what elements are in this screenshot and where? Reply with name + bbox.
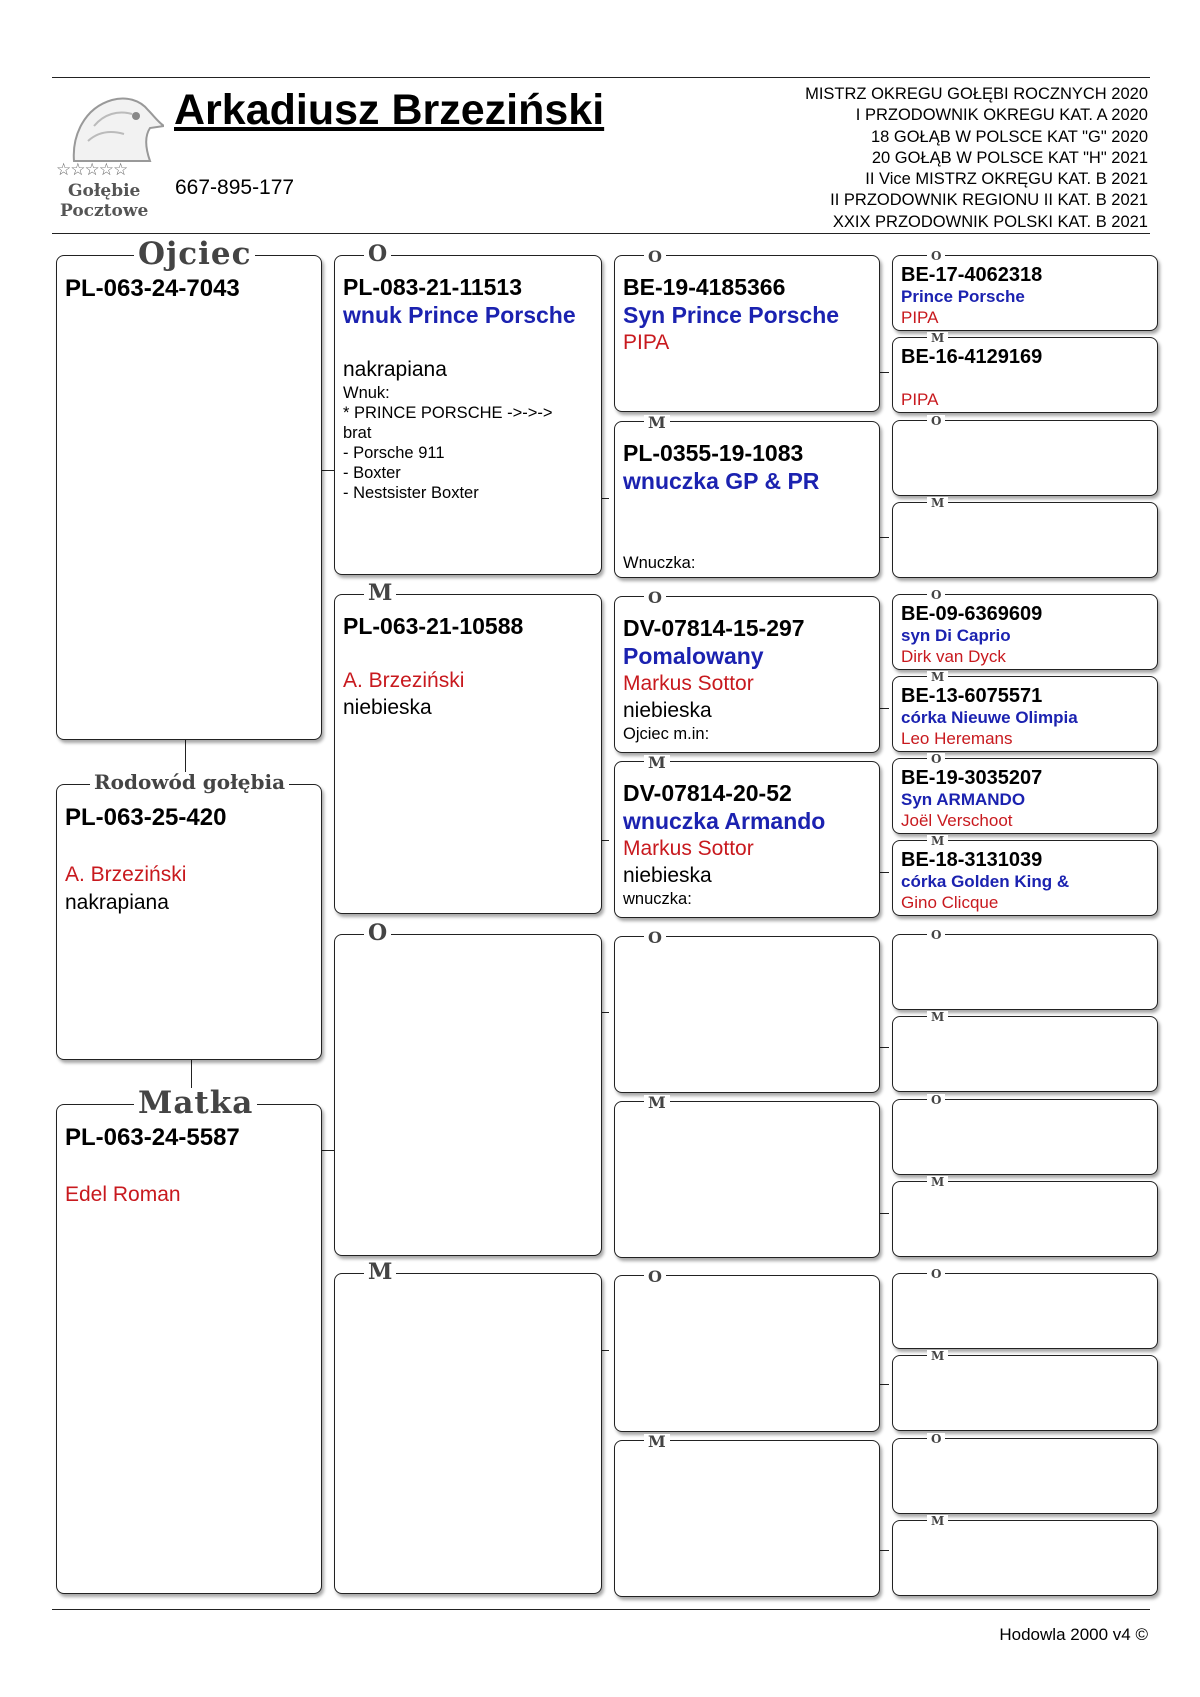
color: niebieska — [623, 699, 712, 722]
top-rule — [52, 77, 1150, 78]
breeder: A. Brzeziński — [65, 863, 187, 886]
dam-label: M — [644, 1434, 670, 1450]
gen4-card[interactable] — [892, 1273, 1158, 1349]
ring-number: DV-07814-20-52 — [623, 780, 792, 806]
note-line: brat — [343, 424, 372, 442]
logo-stars: ☆☆☆☆☆ — [56, 160, 128, 180]
sire-label: O — [644, 590, 666, 606]
dam-label: M — [644, 415, 670, 431]
pigeon-name: Syn Prince Porsche — [623, 302, 840, 328]
achievements-list — [805, 84, 1148, 233]
achievement: XXIX PRZODOWNIK POLSKI KAT. B 2021 — [832, 212, 1148, 231]
ring-number: PL-063-24-7043 — [65, 275, 240, 302]
gen4-card[interactable] — [892, 1438, 1158, 1514]
achievement: II PRZODOWNIK REGIONU II KAT. B 2021 — [830, 191, 1148, 210]
gen4-card[interactable] — [892, 502, 1158, 578]
ring-number: PL-063-21-10588 — [343, 613, 524, 639]
sire-label: O — [927, 1268, 945, 1280]
connector — [601, 840, 609, 841]
connector — [879, 372, 889, 373]
color: nakrapiana — [65, 891, 169, 914]
sire-label: O — [644, 249, 666, 265]
mother-card[interactable] — [56, 1104, 322, 1594]
pigeon-name: Pomalowany — [623, 643, 764, 669]
gen4-card[interactable] — [892, 840, 1158, 916]
logo-text-line1: Gołębie — [68, 181, 141, 201]
connector — [879, 708, 889, 709]
gen4-card[interactable] — [892, 934, 1158, 1010]
connector — [879, 872, 889, 873]
connector — [601, 498, 609, 499]
pigeon-name: wnuczka Armando — [623, 808, 826, 834]
color: niebieska — [623, 864, 712, 887]
breeder: Edel Roman — [65, 1183, 181, 1206]
breeder: Dirk van Dyck — [901, 647, 1006, 666]
ff-card[interactable] — [334, 255, 602, 575]
dam-label: M — [364, 1261, 396, 1283]
gen4-card[interactable] — [892, 1355, 1158, 1431]
ring-number: PL-063-24-5587 — [65, 1124, 240, 1151]
sire-label: O — [364, 243, 391, 265]
breeder: Gino Clicque — [901, 893, 999, 912]
ring-number: DV-07814-15-297 — [623, 615, 805, 641]
dam-label: M — [927, 1176, 948, 1188]
sire-label: O — [927, 1094, 945, 1106]
note-line: - Porsche 911 — [343, 444, 445, 462]
achievement: II Vice MISTRZ OKRĘGU KAT. B 2021 — [865, 170, 1148, 189]
pedigree-label: Rodowód gołębia — [90, 772, 289, 792]
sire-label: O — [927, 250, 945, 262]
ring-number: BE-19-4185366 — [623, 274, 786, 300]
gen4-card[interactable] — [892, 758, 1158, 834]
breeder: Markus Sottor — [623, 672, 754, 695]
mff-card[interactable] — [614, 936, 880, 1093]
breeder: Markus Sottor — [623, 837, 754, 860]
note-line: Ojciec m.in: — [623, 725, 710, 743]
pigeon-name: wnuczka GP & PR — [623, 468, 820, 494]
breeder: PIPA — [623, 331, 670, 354]
gen4-card[interactable] — [892, 1016, 1158, 1092]
connector — [879, 1213, 889, 1214]
mother-label: Matka — [134, 1088, 257, 1119]
mf-card[interactable] — [334, 934, 602, 1256]
pigeon-name: Prince Porsche — [901, 287, 1025, 306]
owner-name: Arkadiusz Brzeziński — [174, 86, 605, 134]
pigeon-name: wnuk Prince Porsche — [343, 302, 576, 328]
gen4-card[interactable] — [892, 1520, 1158, 1596]
ring-number: PL-083-21-11513 — [343, 274, 523, 300]
breeder: Leo Heremans — [901, 729, 1013, 748]
breeder: PIPA — [901, 390, 939, 409]
sire-label: O — [644, 930, 666, 946]
dam-label: M — [927, 671, 948, 683]
dam-label: M — [927, 332, 948, 344]
achievement: I PRZODOWNIK OKREGU KAT. A 2020 — [855, 106, 1148, 125]
breeder: Joël Verschoot — [901, 811, 1013, 830]
gen4-card[interactable] — [892, 337, 1158, 413]
dam-label: M — [927, 1011, 948, 1023]
note-line: wnuczka: — [623, 890, 692, 908]
connector — [321, 1150, 334, 1151]
mmm-card[interactable] — [614, 1440, 880, 1597]
connector — [601, 1350, 609, 1351]
fff-card[interactable] — [614, 255, 880, 412]
ring-number: BE-16-4129169 — [901, 346, 1043, 368]
pigeon-name: córka Nieuwe Olimpia — [901, 708, 1078, 727]
sire-label: O — [927, 415, 945, 427]
connector — [879, 1384, 889, 1385]
header-rule — [52, 233, 1150, 234]
mm-card[interactable] — [334, 1273, 602, 1594]
father-label: Ojciec — [134, 239, 255, 270]
ring-number: BE-17-4062318 — [901, 264, 1043, 286]
ffm-card[interactable] — [614, 421, 880, 578]
mfm-card[interactable] — [614, 1101, 880, 1258]
ring-number: BE-13-6075571 — [901, 685, 1043, 707]
subject-card[interactable] — [56, 784, 322, 1060]
dam-label: M — [927, 1350, 948, 1362]
gen4-card[interactable] — [892, 1099, 1158, 1175]
dam-label: M — [927, 835, 948, 847]
mmf-card[interactable] — [614, 1275, 880, 1432]
sire-label: O — [927, 753, 945, 765]
achievement: MISTRZ OKREGU GOŁĘBI ROCZNYCH 2020 — [805, 85, 1148, 103]
ring-number: BE-18-3131039 — [901, 849, 1043, 871]
note-line: * PRINCE PORSCHE ->->-> — [343, 404, 553, 422]
sire-label: O — [927, 589, 945, 601]
pigeon-name: syn Di Caprio — [901, 626, 1011, 645]
dam-label: M — [644, 755, 670, 771]
connector — [601, 1012, 609, 1013]
dam-label: M — [364, 582, 396, 604]
owner-phone: 667-895-177 — [175, 176, 295, 199]
dam-label: M — [927, 1515, 948, 1527]
logo — [54, 86, 164, 226]
sire-label: O — [644, 1269, 666, 1285]
father-card[interactable] — [56, 255, 322, 740]
fmf-card[interactable] — [614, 596, 880, 753]
dam-label: M — [927, 497, 948, 509]
connector — [879, 1047, 889, 1048]
logo-text-line2: Pocztowe — [60, 201, 149, 221]
sire-label: O — [927, 929, 945, 941]
ring-number: PL-0355-19-1083 — [623, 440, 804, 466]
color: niebieska — [343, 696, 432, 719]
connector — [879, 537, 889, 538]
note-line: - Nestsister Boxter — [343, 484, 479, 502]
color: nakrapiana — [343, 358, 447, 381]
gen4-card[interactable] — [892, 255, 1158, 331]
ring-number: BE-19-3035207 — [901, 767, 1043, 789]
fm-card[interactable] — [334, 594, 602, 914]
footer-credit: Hodowla 2000 v4 © — [999, 1625, 1148, 1644]
gen4-card[interactable] — [892, 676, 1158, 752]
achievement: 20 GOŁĄB W POLSCE KAT "H" 2021 — [871, 148, 1148, 167]
footer-rule — [52, 1609, 1150, 1610]
sire-label: O — [364, 922, 391, 944]
connector — [321, 470, 334, 471]
note-line: Wnuczka: — [623, 554, 696, 572]
fmm-card[interactable] — [614, 761, 880, 918]
note-line: - Boxter — [343, 464, 401, 482]
sire-label: O — [927, 1433, 945, 1445]
gen4-card[interactable] — [892, 420, 1158, 496]
ring-number: PL-063-25-420 — [65, 804, 227, 831]
ring-number: BE-09-6369609 — [901, 603, 1043, 625]
connector — [879, 1550, 889, 1551]
gen4-card[interactable] — [892, 1181, 1158, 1257]
dam-label: M — [644, 1095, 670, 1111]
achievement: 18 GOŁĄB W POLSCE KAT "G" 2020 — [870, 127, 1148, 146]
gen4-card[interactable] — [892, 594, 1158, 670]
pigeon-name: Syn ARMANDO — [901, 790, 1026, 809]
pigeon-name: córka Golden King & — [901, 872, 1070, 891]
breeder: A. Brzeziński — [343, 669, 465, 692]
pigeon-head-icon — [54, 86, 164, 166]
breeder: PIPA — [901, 308, 939, 327]
note-line: Wnuk: — [343, 384, 390, 402]
